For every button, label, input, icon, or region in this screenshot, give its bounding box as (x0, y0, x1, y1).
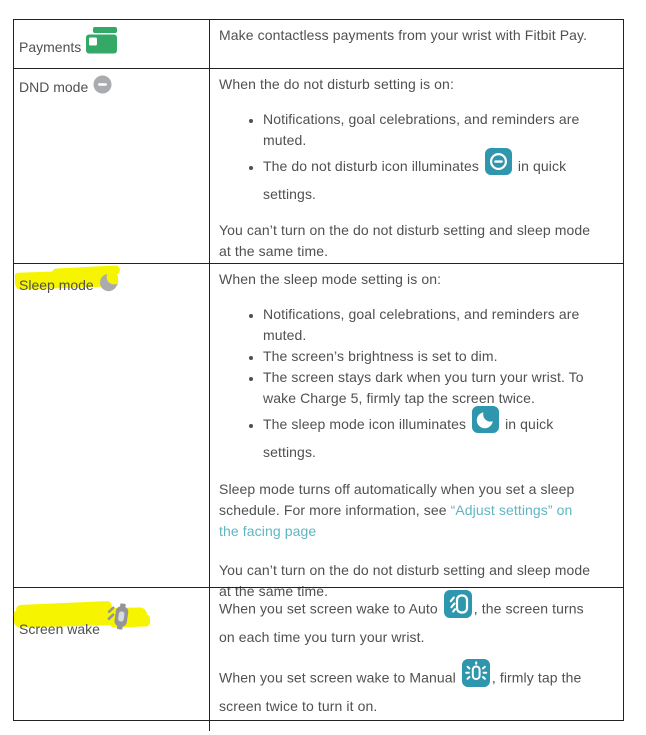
table-row-payments (14, 20, 623, 68)
sleep-note-text: Sleep mode turns off automatically when you set a sleep schedule. For more information, see (219, 481, 575, 518)
sleep-bullet-list (219, 304, 615, 463)
dnd-outro: You can’t turn on the do not disturb setting and sleep mode at the same time. (219, 222, 591, 259)
dnd-bullet-text-before: The do not disturb icon illuminates (263, 158, 483, 175)
dnd-intro: When the do not disturb setting is on: (219, 76, 454, 92)
sleep-bullet-text-after: in quick settings. (263, 416, 554, 460)
manual-screen-wake-icon (462, 659, 490, 693)
screen-wake-description-cell (210, 588, 623, 731)
sleep-mode-label: Sleep mode (19, 276, 94, 293)
screen-wake-watch-icon (102, 599, 134, 640)
screen-wake-label-cell (14, 588, 210, 731)
table-row-dnd-mode (14, 68, 623, 263)
moon-icon (99, 271, 120, 297)
sleep-bullet-illuminates (263, 409, 595, 463)
dnd-label-cell (14, 69, 210, 276)
sleep-quick-settings-icon (472, 406, 499, 439)
auto-text-before: When you set screen wake to Auto (219, 600, 442, 617)
settings-table (13, 19, 624, 721)
payments-description-cell (210, 20, 623, 68)
sleep-bullet-screen-dark: • The screen stays dark when you turn your wrist. To wake Charge 5, firmly tap the screen twice. (263, 367, 595, 409)
dnd-quick-settings-icon (485, 148, 512, 181)
payments-label: Payments (19, 38, 82, 55)
screen-wake-label: Screen wake (19, 621, 100, 638)
table-row-screen-wake (14, 587, 623, 720)
dnd-bullet-illuminates (263, 151, 595, 205)
manual-text-before: When you set screen wake to Manual (219, 669, 460, 686)
manual-text-after: , firmly tap the screen twice to turn it on. (219, 669, 582, 714)
dnd-bullet-list (219, 109, 615, 205)
payments-label-cell (14, 20, 210, 68)
sleep-bullet-text-before: The sleep mode icon illuminates (263, 416, 471, 433)
payments-description: Make contactless payments from your wrist with Fitbit Pay. (219, 27, 588, 43)
dnd-bullet-muted: • Notifications, goal celebrations, and reminders are muted. (263, 109, 595, 151)
sleep-description-cell (210, 264, 623, 616)
sleep-note (219, 479, 581, 542)
dnd-bullet-text-after: in quick settings. (263, 158, 567, 202)
table-row-sleep-mode (14, 263, 623, 599)
screen-wake-manual-paragraph (219, 662, 601, 717)
auto-screen-wake-icon (444, 590, 472, 624)
sleep-outro: You can’t turn on the do not disturb setting and sleep mode at the same time. (219, 562, 591, 599)
sleep-label-cell (14, 264, 210, 616)
dnd-minus-circle-icon (93, 75, 112, 99)
sleep-bullet-brightness: • The screen’s brightness is set to dim. (263, 346, 595, 367)
dnd-mode-label: DND mode (19, 78, 89, 95)
sleep-intro: When the sleep mode setting is on: (219, 271, 442, 287)
wallet-icon (86, 27, 119, 59)
screen-wake-auto-paragraph (219, 593, 601, 648)
dnd-description-cell (210, 69, 623, 276)
auto-text-after: , the screen turns on each time you turn your wrist. (219, 600, 584, 645)
sleep-bullet-muted: • Notifications, goal celebrations, and reminders are muted. (263, 304, 595, 346)
adjust-settings-link[interactable]: “Adjust settings” on the facing page (219, 502, 573, 539)
